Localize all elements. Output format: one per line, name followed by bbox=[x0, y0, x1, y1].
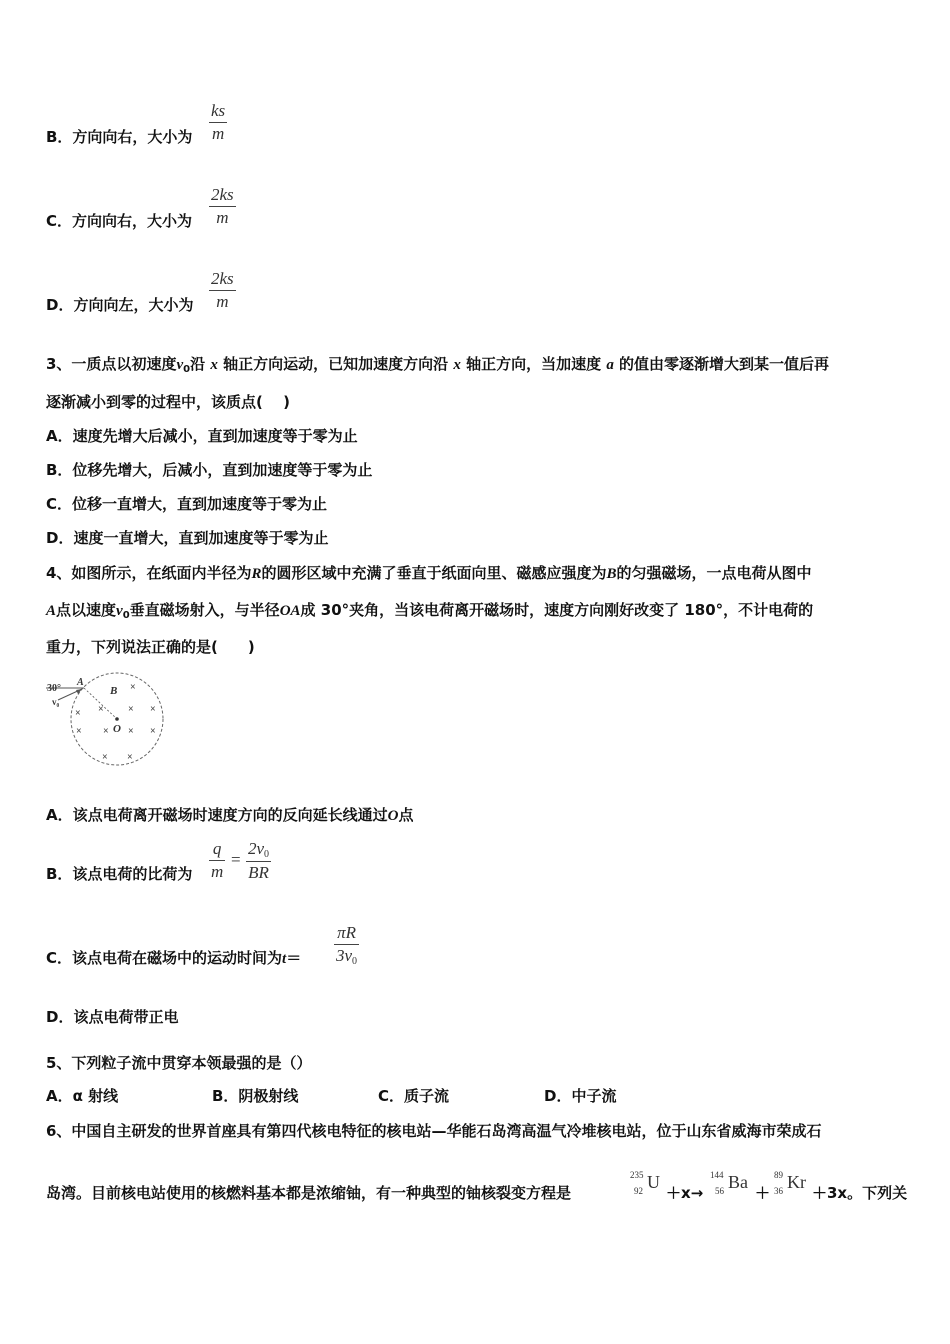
q5-option-c: C．质子流 bbox=[378, 1087, 450, 1105]
q4-stem-line1: 4、如图所示，在纸面内半径为R的圆形区域中充满了垂直于纸面向里、磁感应强度为B的匀强磁场，一点电荷从图中 bbox=[46, 564, 812, 582]
q2-option-d-fraction: 2ks m bbox=[211, 269, 234, 311]
q5-stem: 5、下列粒子流中贯穿本领最强的是（） bbox=[46, 1054, 312, 1072]
q4-option-b-lhs-fraction: q m bbox=[211, 839, 224, 881]
q3-stem-line2: 逐渐减小到零的过程中，该质点( ) bbox=[46, 393, 290, 411]
q6-stem-line1: 6、中国自主研发的世界首座具有第四代核电特征的核电站—华能石岛湾高温气冷堆核电站，位于山东省威海市荣成石 bbox=[46, 1122, 822, 1140]
q4-option-d: D．该点电荷带正电 bbox=[46, 1008, 179, 1026]
q4-option-c-fraction: πR $3v_0$ bbox=[336, 923, 358, 967]
plus-sign: ＋ bbox=[755, 1184, 771, 1202]
velocity-label: v₀ bbox=[52, 697, 60, 707]
cross-mark: × bbox=[128, 704, 134, 715]
q2-option-c: C．方向向右，大小为 bbox=[46, 212, 193, 230]
field-b-label: B bbox=[110, 685, 118, 697]
cross-mark: × bbox=[98, 704, 104, 715]
q4-option-b-equals: = bbox=[231, 850, 241, 869]
q5-option-d: D．中子流 bbox=[544, 1087, 617, 1105]
cross-mark: × bbox=[150, 726, 156, 737]
q4-option-b-rhs-fraction: $2v_0$ BR bbox=[248, 839, 270, 882]
cross-mark: × bbox=[102, 752, 108, 763]
q6-stem-line2-tail: ＋3x。下列关 bbox=[812, 1184, 908, 1202]
q4-stem-line3: 重力，下列说法正确的是( ) bbox=[46, 638, 255, 656]
q3-option-c: C．位移一直增大，直到加速度等于零为止 bbox=[46, 495, 328, 513]
q2-option-d: D．方向向左，大小为 bbox=[46, 296, 194, 314]
cross-mark: × bbox=[75, 708, 81, 719]
q5-options bbox=[46, 1086, 710, 1106]
angle-label: 30° bbox=[47, 683, 61, 694]
q3-option-b: B．位移先增大，后减小，直到加速度等于零为止 bbox=[46, 461, 373, 479]
plus-x-arrow: ＋x→ bbox=[666, 1184, 704, 1202]
cross-mark: × bbox=[128, 726, 134, 737]
q3-option-d: D．速度一直增大，直到加速度等于零为止 bbox=[46, 529, 329, 547]
q5-option-a: A．α 射线 bbox=[46, 1087, 119, 1105]
q3-stem-line1: 3、一质点以初速度$v_0$沿 x 轴正方向运动，已知加速度方向沿 x 轴正方向，当加速度 a 的值由零逐渐增大到某一值后再 bbox=[46, 355, 830, 375]
q2-option-b: B．方向向右，大小为 bbox=[46, 128, 193, 146]
cross-mark: × bbox=[103, 726, 109, 737]
cross-mark: × bbox=[130, 682, 136, 693]
q4-option-a: A．该点电荷离开磁场时速度方向的反向延长线通过O点 bbox=[46, 806, 414, 824]
q4-option-b: B．该点电荷的比荷为 bbox=[46, 865, 193, 883]
point-a-label: A bbox=[77, 677, 84, 688]
q2-option-b-fraction: ks m bbox=[211, 101, 226, 143]
q2-option-c-fraction: 2ks m bbox=[211, 185, 234, 227]
cross-mark: × bbox=[127, 752, 133, 763]
cross-mark: × bbox=[76, 726, 82, 737]
q4-option-c: C．该点电荷在磁场中的运动时间为t＝ bbox=[46, 949, 302, 967]
q3-option-a: A．速度先增大后减小，直到加速度等于零为止 bbox=[46, 427, 358, 445]
q6-stem-line2: 岛湾。目前核电站使用的核燃料基本都是浓缩铀，有一种典型的铀核裂变方程是 bbox=[46, 1184, 572, 1202]
magnetic-field-figure bbox=[44, 672, 174, 772]
cross-mark: × bbox=[150, 704, 156, 715]
center-o-label: O bbox=[113, 723, 121, 735]
q5-option-b: B．阴极射线 bbox=[212, 1087, 299, 1105]
q4-stem-line2: A点以速度$v_0$垂直磁场射入，与半径OA成 30°夹角，当该电荷离开磁场时，速度方向刚好改变了 180°，不计电荷的 bbox=[46, 601, 814, 621]
